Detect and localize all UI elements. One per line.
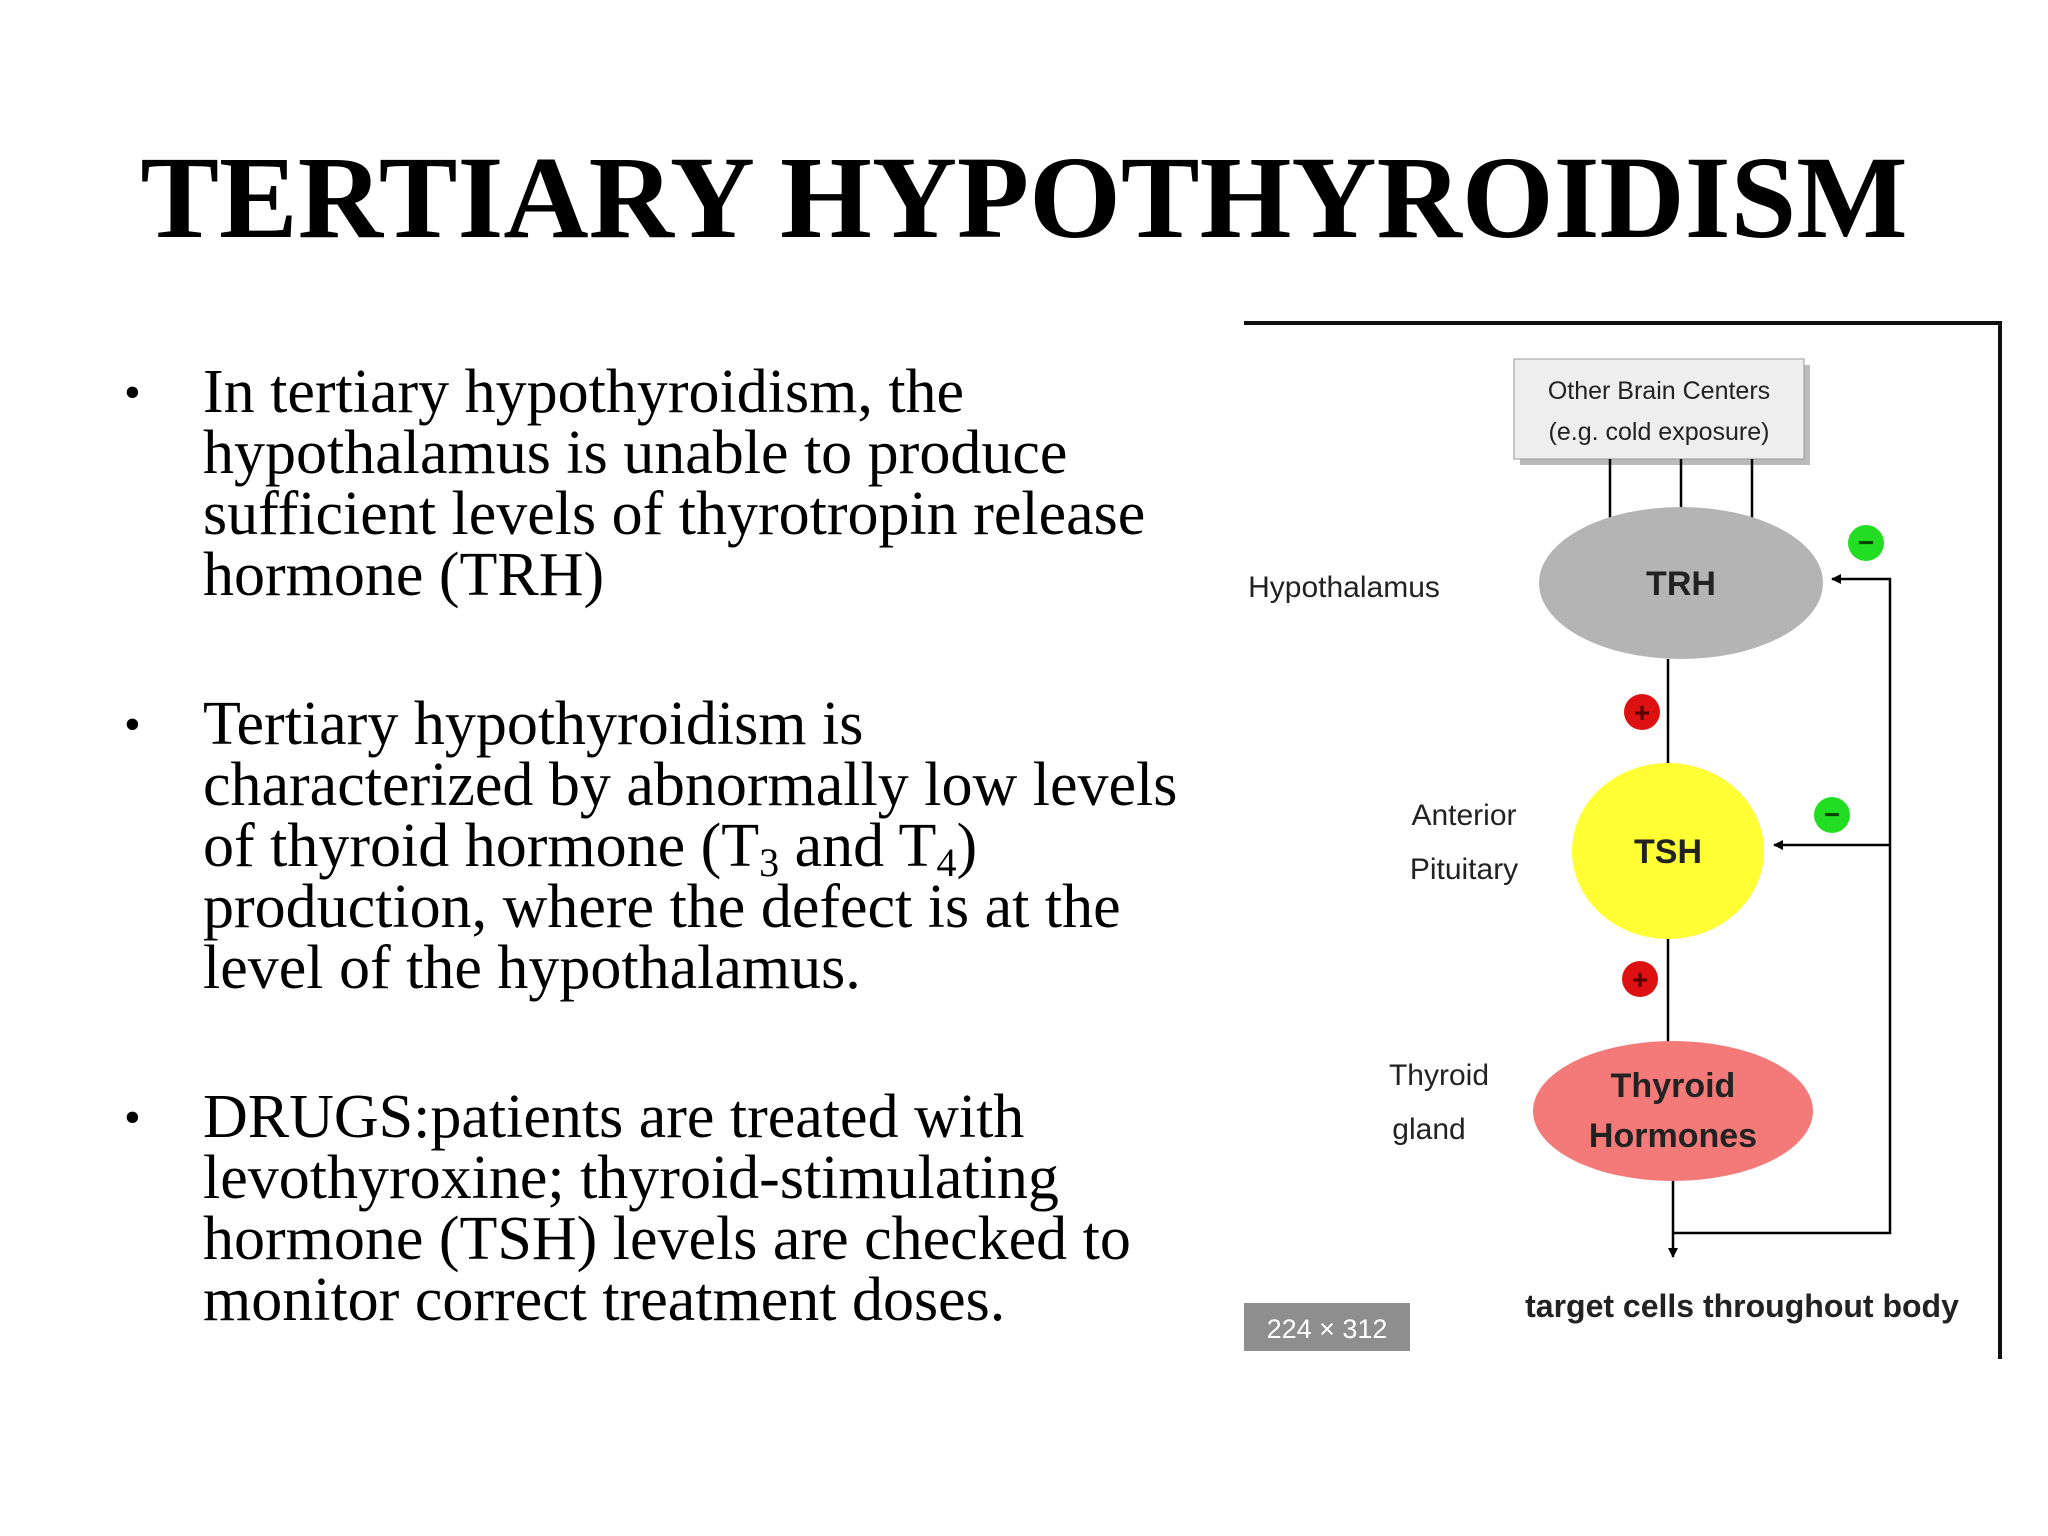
plus-symbol: + [1633, 697, 1651, 728]
bullet-text-part: and T [779, 812, 937, 880]
minus-symbol: − [1857, 527, 1875, 558]
thyroid-hormones-ellipse [1533, 1041, 1813, 1181]
bullet-text: DRUGS:patients are treated with levothyroxine; thyroid-stimulating hormone (TSH) levels are checked to monitor correct treatment doses. [203, 1083, 1131, 1334]
bullet-text: In tertiary hypothyroidism, the hypothalamus is unable to produce sufficient levels of thyrotropin release hormone (TRH) [203, 358, 1146, 609]
bullet-list [120, 358, 1180, 1419]
plus-symbol: + [1631, 964, 1649, 995]
pituitary-label: Pituitary [1409, 853, 1519, 886]
bullet-icon: • [124, 366, 141, 419]
bullet-text [203, 690, 1177, 1002]
hormones-line2: Hormones [1588, 1117, 1758, 1155]
hpt-axis-diagram [1244, 321, 2002, 1359]
thyroid-label: Thyroid [1388, 1059, 1490, 1092]
tsh-label: TSH [1634, 833, 1702, 871]
bullet-text-part: ) production, where the defect is at the level of the hypothalamus. [203, 812, 1121, 1002]
diagram-svg [1244, 321, 2002, 1359]
target-cells-label: target cells throughout body [1525, 1288, 1959, 1324]
bullet-text-part: Tertiary hypothyroidism is characterized by abnormally low levels of thyroid hormone (T [203, 690, 1178, 880]
minus-symbol: − [1823, 799, 1841, 830]
bullet-icon: • [124, 1091, 141, 1144]
size-badge: 224 × 312 [1266, 1314, 1388, 1344]
top-box-line1: Other Brain Centers [1547, 377, 1771, 405]
gland-label: gland [1392, 1113, 1466, 1146]
slide-title: TERTIARY HYPOTHYROIDISM [140, 132, 1908, 263]
bullet-icon: • [124, 698, 141, 751]
bullet-item [120, 358, 1180, 609]
anterior-label: Anterior [1411, 799, 1517, 832]
bullet-item [120, 690, 1180, 1002]
subscript-3: 3 [759, 840, 780, 885]
subscript-4: 4 [936, 840, 957, 885]
hypothalamus-label: Hypothalamus [1248, 571, 1440, 604]
trh-label: TRH [1646, 565, 1716, 603]
hormones-line1: Thyroid [1610, 1067, 1736, 1105]
top-box-line2: (e.g. cold exposure) [1548, 418, 1770, 446]
bullet-item [120, 1083, 1180, 1334]
